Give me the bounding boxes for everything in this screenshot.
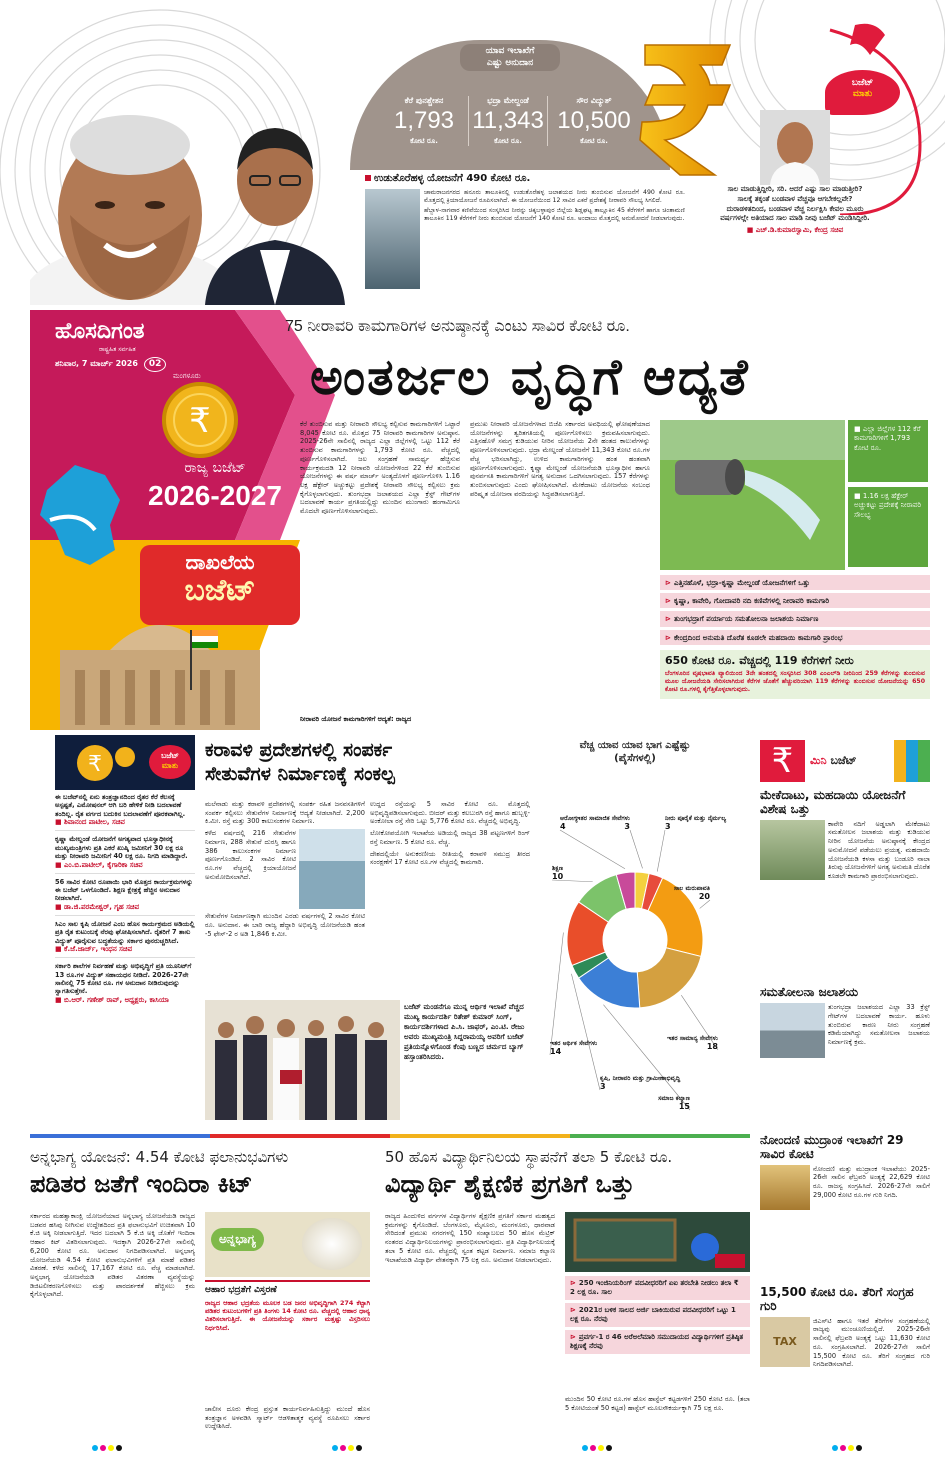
tax-photo: TAX [760, 1317, 810, 1367]
annabhagya-logo: ಅನ್ನಭಾಗ್ಯ [205, 1212, 370, 1277]
udutore-article [365, 173, 685, 289]
annabhagya-inset: ಆಹಾರ ಭದ್ರತೆಗೆ ವಿಸ್ತರಣೆ ರಾಜ್ಯದ ಆಹಾರ ಭದ್ರತೆಯ ಮೂಲಕ ಬಡ ಜನರ ಅಭಿವೃದ್ಧಿಗಾಗಿ 274 ಕೆಟ್ಟಾಗಿ ಪಡಿತರ ಕುಟುಂಬಗಳಿಗೆ ಪ್ರತಿ ತಿಂಗಳು 14 ಕೋಟಿ ರೂ. ವೆಚ್ಚದಲ್ಲಿ ಆಹಾರ ಧಾನ್ಯ ವಿತರಿಸಲಾಗುತ್ತಿದೆ. ಈ ಯೋಜನೆಯನ್ನು ಸರ್ಕಾರ ಮತ್ತಷ್ಟು ವಿಸ್ತರಿಸಲು ನಿರ್ಧರಿಸಿದೆ. [205, 1280, 370, 1332]
lead-col-1: ಕೆರೆ ತುಂಬಿಸುವ ಮತ್ತು ನೀರಾವರಿ ಸೌಲಭ್ಯ ಕಲ್ಪಿಸುವ ಕಾಮಗಾರಿಗಳಿಗೆ ಒಟ್ಟಾರೆ 8,045 ಕೋಟಿ ರೂ. ಮೊತ್ತದ 75 ನೀರಾವರಿ ಕಾಮಗಾರಿಗಳ ಅನುಷ್ಠಾನ. 2025-26ನೇ ಸಾಲಿನಲ್ಲಿ ರಾಜ್ಯದ ಎಲ್ಲಾ ಜಿಲ್ಲೆಗಳಲ್ಲಿ ಒಟ್ಟು 112 ಕೆರೆ ತುಂಬಿಸುವ ಕಾಮಗಾರಿಗಳನ್ನು 1,793 ಕೋಟಿ ರೂ. ವೆಚ್ಚದಲ್ಲಿ ಪೂರ್ಣಗೊಳಿಸಲಾಗಿದೆ. ಜಲ ಸಂಗ್ರಹಣೆ ಸಾಮರ್ಥ್ಯ ಹೆಚ್ಚಿಸುವ ಕಾರ್ಯಕ್ರಮದಡಿ 12 ನೀರಾವರಿ ಯೋಜನೆಗಳಿಂದ 22 ಕೆರೆ ತುಂಬಿಸುವ ಯೋಜನೆಗಳನ್ನು ಈ ವರ್ಷ ಮಾರ್ಚ್ ಅಂತ್ಯದೊಳಗೆ ಪೂರ್ಣಗೊಳಿಸಿ 1.16 ಲಕ್ಷ ಹೆಕ್ಟೇರ್ ಅಚ್ಚುಕಟ್ಟು ಪ್ರದೇಶಕ್ಕೆ ನೀರಾವರಿ ಸೌಲಭ್ಯ ಕಲ್ಪಿಸಲು ಕ್ರಮ ಕೈಗೊಳ್ಳಲಾಗುವುದು. ತುಂಗಭದ್ರಾ ಜಲಾಶಯದ ಎಲ್ಲಾ ಕ್ರೆಸ್ಟ್ ಗೇಟ್‌ಗಳ ಬದಲಾವಣೆ ಕಾರ್ಯ ಪ್ರಗತಿಯಲ್ಲಿದ್ದು ಮುಂದಿನ ಮುಂಗಾರು ಹಂಗಾಮಿಗೂ ಮೊದಲೇ ಪೂರ್ಣಗೊಳಿಸಲಾಗುವುದು. [300, 420, 460, 516]
budget-talk-2-banner: ₹ ಬಜೆಟ್ ಮಾತು [55, 735, 195, 790]
quote-3: 56 ಸಾವಿರ ಕೋಟಿ ರೂಪಾಯಿ ಭಾರಿ ಮೊತ್ತದ ಕಾರ್ಯಕ್ರಮಗಳನ್ನು ಈ ಬಜೆಟ್ ಒಳಗೊಂಡಿದೆ. ಶಿಕ್ಷಣ ಕ್ಷೇತ್ರಕ್ಕೆ ಹೆಚ್ಚಿನ ಅನುದಾನ ನೀಡಲಾಗಿದೆ. ■ ಡಾ.ಜಿ.ಪರಮೇಶ್ವರ್, ಗೃಹ ಸಚಿವ [55, 878, 195, 916]
students-headline: 50 ಹೊಸ ವಿದ್ಯಾರ್ಥಿನಿಲಯ ಸ್ಥಾಪನೆಗೆ ತಲಾ 5 ಕೋಟಿ ರೂ. ವಿದ್ಯಾರ್ಥಿ ಶೈಕ್ಷಣಿಕ ಪ್ರಗತಿಗೆ ಒತ್ತು [385, 1148, 673, 1199]
quote-1: ಈ ಬಜೆಟ್‌ನಲ್ಲಿ ಏನು ತಂತ್ರಜ್ಞಾನದಿಂದ ರೈತರ ಕೆರೆ ಕೆಲಸಕ್ಕೆ ಅಸ್ಪಷ್ಟತೆ, ಎಮೋಷನಲ್ ಆಗಿ ಬರಿ ಹೇಳಿಕೆ ನೀಡಿ ಬದಲಾವಣೆ ತಂದಿಲ್ಲ. ರೈತ ವರ್ಗದ ಬದುಕಿನ ಬದಲಾವಣೆಗೆ ಪೂರಕವಾಗಿಲ್ಲ. ■ ಶಿವಾನಂದ ಪಾಟೀಲ, ಸಚಿವ [55, 793, 195, 831]
budget-ceremony-photo [205, 1000, 400, 1120]
record-budget-label: ದಾಖಲೆಯ ಬಜೆಟ್ [140, 545, 300, 625]
grant-item-1: ಕೆರೆ ಪುನಶ್ಚೇತನ 1,793 ಕೋಟಿ ರೂ. [393, 96, 455, 145]
pie-leader-line [560, 830, 625, 869]
coastal-col-2: ಉದ್ದದ ರಸ್ತೆಯನ್ನು 5 ಸಾವಿರ ಕೋಟಿ ರೂ. ಮೊತ್ತದಲ್ಲಿ ಅಭಿವೃದ್ಧಿಪಡಿಸಲಾಗುವುದು. ಬೀದರ್ ಮತ್ತು ಕಲಬುರಗಿ ರಸ್ತೆ ಹಾಗೂ ಹುಬ್ಬಳ್ಳಿ-ಅಂಕೋಲಾ ರಸ್ತೆ ಸೇರಿ ಒಟ್ಟು 5,776 ಕೋಟಿ ರೂ. ವೆಚ್ಚದಲ್ಲಿ ಅಭಿವೃದ್ಧಿ. ಲೋಕೋಪಯೋಗಿ ಇಲಾಖೆಯ ಅಡಿಯಲ್ಲಿ ರಾಜ್ಯದ 38 ಪಟ್ಟಣಗಳಿಗೆ ರಿಂಗ್ ರಸ್ತೆ ನಿರ್ಮಾಣ. 5 ಕೋಟಿ ರೂ. ವೆಚ್ಚ. ದೇಶದಲ್ಲಿಯೇ ಅನುಕರಣೀಯ ರೀತಿಯಲ್ಲಿ ಕರಾವಳಿ ಸಮುದ್ರ ತೀರದ ಸಂರಕ್ಷಣೆಗೆ 17 ಕೋಟಿ ರೂ.ಗಳ ವೆಚ್ಚದಲ್ಲಿ ಕಾಮಗಾರಿ. [370, 800, 530, 867]
masthead-date: ಶನಿವಾರ, 7 ಮಾರ್ಚ್ 2026 [55, 359, 138, 369]
pie-leader-line [630, 830, 643, 868]
pie-category-label: ಇತರ ಸಾಮಾಜಿಕ ಸೇವೆಗಳು [576, 815, 630, 822]
pie-value-label: 3 [665, 822, 671, 831]
bridge-photo [299, 829, 365, 909]
pie-category-label: ಶಿಕ್ಷಣ [552, 865, 564, 872]
budget-talk-l2: ಮಾತು [852, 88, 873, 99]
lead-col-2: ಪ್ರಮುಖ ನೀರಾವರಿ ಯೋಜನೆಗಳಾದ ಬಿಜೆಪಿ ಸರ್ಕಾರದ ಅವಧಿಯಲ್ಲಿ ಘೋಷಣೆಯಾದ ಯೋಜನೆಗಳನ್ನು ತ್ವರಿತಗತಿಯಲ್ಲಿ ಪೂರ್ಣಗೊಳಿಸಲು ಕ್ರಮವಹಿಸಲಾಗುವುದು. ಎತ್ತಿನಹೊಳೆ ಸಮಗ್ರ ಕುಡಿಯುವ ನೀರಿನ ಯೋಜನೆಯ 2ನೇ ಹಂತದ ಕಾಲುವೆಗಳನ್ನು ಪೂರ್ಣಗೊಳಿಸಲಾಗುವುದು. ಭದ್ರಾ ಮೇಲ್ದಂಡೆ ಯೋಜನೆಗೆ 11,343 ಕೋಟಿ ರೂ.ಗಳ ವೆಚ್ಚ ಭರಿಸಲಾಗಿದ್ದು, ಉಳಿದ ಕಾಮಗಾರಿಗಳನ್ನು ಹಂತ ಹಂತವಾಗಿ ಪೂರ್ಣಗೊಳಿಸಲಾಗುವುದು. ಕೃಷ್ಣಾ ಮೇಲ್ದಂಡೆ ಯೋಜನೆಯಡಿ ಭೂಸ್ವಾಧೀನ ಹಾಗೂ ಪುನರ್ವಸತಿ ಕಾಮಗಾರಿಗಳಿಗೆ ಅಗತ್ಯ ಅನುದಾನ ಒದಗಿಸಲಾಗುವುದು. 157 ಕೆರೆಗಳನ್ನು ತುಂಬಿಸಲಾಗುವುದು ಎಂದು ಘೋಷಿಸಲಾಗಿದೆ. ಮೇಕೆದಾಟು ಯೋಜನೆಯ ಸಂಬಂಧ ಪರಿಷ್ಕೃತ ಯೋಜನಾ ವರದಿಯನ್ನು ಸಿದ್ಧಪಡಿಸಲಾಗುತ್ತಿದೆ. [470, 420, 650, 498]
page-number: 02 [144, 357, 167, 373]
lead-kicker: 75 ನೀರಾವರಿ ಕಾಮಗಾರಿಗಳ ಅನುಷ್ಠಾನಕ್ಕೆ ಎಂಟು ಸಾವಿರ ಕೋಟಿ ರೂ. [285, 318, 630, 335]
tap-water-photo [365, 189, 420, 289]
mekedatu-photo [760, 820, 825, 880]
mini-budget-s1: ಮೇಕೆದಾಟು, ಮಹದಾಯಿ ಯೋಜನೆಗೆ ವಿಶೇಷ ಒತ್ತು ಕಾವೇರಿ ನದಿಗೆ ಅಡ್ಡಲಾಗಿ ಮೇಕೆದಾಟು ಸಮತೋಲನ ಜಲಾಶಯ ಮತ್ತು ಕುಡಿಯುವ ನೀರಿನ ಯೋಜನೆಯ ಅನುಷ್ಠಾನಕ್ಕೆ ಕೇಂದ್ರದ ಅನುಮೋದನೆ ಪಡೆಯಲು ಪ್ರಯತ್ನ. ಮಹದಾಯಿ ಯೋಜನೆಯಡಿ ಕಳಸಾ ಮತ್ತು ಬಂಡೂರಿ ನಾಲಾ ತಿರುವು ಯೋಜನೆಗಳಿಗೆ ಅಗತ್ಯ ಅನುಮತಿ ದೊರೆತ ಕೂಡಲೇ ಕಾಮಗಾರಿ ಪ್ರಾರಂಭಿಸಲಾಗುವುದು. [760, 788, 930, 880]
students-inset-1: ⊳ 250 ಇಂಜಿನಿಯರಿಂಗ್ ಪದವೀಧರರಿಗೆ ಏಐ ತರಬೇತಿ ನೀಡಲು ತಲಾ ₹ 2 ಲಕ್ಷ ರೂ. ಸಾಲ [565, 1276, 750, 1300]
annabhagya-body: ಸರ್ಕಾರದ ಮಹತ್ವಾಕಾಂಕ್ಷಿ ಯೋಜನೆಯಾದ ಅನ್ನಭಾಗ್ಯ ಯೋಜನೆಯಡಿ ರಾಜ್ಯದ ಬಡವರ ಹಸಿವು ನೀಗಿಸುವ ಉದ್ದೇಶದಿಂದ ಪ್ರತಿ ಫಲಾನುಭವಿಗೆ ಉಚಿತವಾಗಿ 10 ಕೆ.ಜಿ ಅಕ್ಕಿ ನೀಡಲಾಗುತ್ತಿದೆ. ಇದರ ಬದಲಾಗಿ 5 ಕೆ.ಜಿ ಅಕ್ಕಿ ಜೊತೆಗೆ ಇಂದಿರಾ ಆಹಾರ ಕಿಟ್ ವಿತರಿಸಲಾಗುವುದು. ಇದಕ್ಕಾಗಿ 2026-27ನೇ ಸಾಲಿನಲ್ಲಿ 6,200 ಕೋಟಿ ರೂ. ಅನುದಾನ ನಿಗದಿಪಡಿಸಲಾಗಿದೆ. ಅನ್ನಭಾಗ್ಯ ಯೋಜನೆಯಡಿ 4.54 ಕೋಟಿ ಫಲಾನುಭವಿಗಳಿಗೆ ಪ್ರತಿ ಮಾಹೆ ಪಡಿತರ ವಿತರಣೆ. ಕಳೆದ ಸಾಲಿನಲ್ಲಿ 17,167 ಕೋಟಿ ರೂ. ವೆಚ್ಚ ಮಾಡಲಾಗಿದೆ. ಅನ್ನಭಾಗ್ಯ ಯೋಜನೆಯಡಿ ಪಡಿತರ ವಿತರಣಾ ವ್ಯವಸ್ಥೆಯನ್ನು ಡಿಜಿಟಲೀಕರಣಗೊಳಿಸಲು ಮತ್ತು ಪಾರದರ್ಶಕತೆ ಹೆಚ್ಚಿಸಲು ಕ್ರಮ ಕೈಗೊಳ್ಳಲಾಗಿದೆ. [30, 1212, 195, 1299]
chart-title: ವೆಚ್ಚ ಯಾವ ಯಾವ ಭಾಗ ಎಷ್ಟೆಷ್ಟು (ಪೈಸೆಗಳಲ್ಲಿ) [579, 740, 691, 764]
pie-chart-svg [540, 780, 730, 1120]
pie-value-label: 3 [600, 1082, 606, 1091]
lead-side-row-4: ⊳ ಕೇಂದ್ರದಿಂದ ಅನುಮತಿ ದೊರೆತ ಕೂಡಲೇ ಮಹದಾಯಿ ಕಾಮಗಾರಿ ಪ್ರಾರಂಭ [660, 630, 930, 645]
pie-category-label: ಆರೋಗ್ಯ [560, 815, 578, 822]
pie-leader-line [700, 900, 710, 908]
annabhagya-headline: ಅನ್ನಭಾಗ್ಯ ಯೋಜನೆ: 4.54 ಕೋಟಿ ಫಲಾನುಭವಿಗಳು ಪಡಿತರ ಜತೆಗೆ ಇಂದಿರಾ ಕಿಟ್ [30, 1148, 289, 1199]
pie-leader-line [550, 932, 563, 1055]
budget-talk-l1: ಬಜೆಟ್ [851, 78, 874, 88]
quote-2: ಕೃಷ್ಣಾ ಮೇಲ್ದಂಡೆ ಯೋಜನೆಗೆ ಅಗತ್ಯವಾದ ಭೂಸ್ವಾಧೀನಕ್ಕೆ ಮುಖ್ಯಮಂತ್ರಿಗಳು ಪ್ರತಿ ಎಕರೆ ಖುಷ್ಕಿ ಜಮೀನಿಗೆ 30 ಲಕ್ಷ ರೂ ಮತ್ತು ನೀರಾವರಿ ಜಮೀನಿಗೆ 40 ಲಕ್ಷ ರೂ. ನಿಗದಿ ಮಾಡಿದ್ದಾರೆ. ■ ಎಂ.ಬಿ.ಪಾಟೀಲ್, ಕೈಗಾರಿಕಾ ಸಚಿವ [55, 835, 195, 873]
dam-photo [760, 1003, 825, 1058]
karnataka-map [35, 460, 125, 570]
masthead-name: ಹೊಸದಿಗಂತ [55, 319, 145, 344]
pie-category-label: ಕೃಷಿ, ನೀರಾವರಿ ಮತ್ತು ಗ್ರಾಮೀಣಾಭಿವೃದ್ಧಿ [600, 1075, 681, 1082]
section-color-bar [30, 1134, 750, 1138]
pie-value-label: 18 [706, 1042, 718, 1051]
udutore-body-2: ಹೆಬ್ಬಾಳ-ನಾಗವಾರ ಕಣಿವೆಯಿಂದ ಸಂಸ್ಕರಿಸಿದ ನೀರನ್ನು ಚಿಕ್ಕಬಳ್ಳಾಪುರ ಜಿಲ್ಲೆಯ ಶಿಡ್ಲಘಟ್ಟ ತಾಲ್ಲೂಕಿನ 45 ಕೆರೆಗಳಿಗೆ ಹಾಗೂ ಚಿಂತಾಮಣಿ ತಾಲೂಕಿನ 119 ಕೆರೆಗಳಿಗೆ ನೀರು ತುಂಬಿಸುವ ಯೋಜನೆಗೆ 140 ಕೋಟಿ ರೂ. ಅಂದಾಜು ಮೊತ್ತದಲ್ಲಿ ಅನುಮೋದನೆ ನೀಡಲಾಗುವುದು. [424, 207, 685, 223]
pipe-water-photo [660, 420, 845, 570]
pie-value-label: 15 [678, 1102, 690, 1111]
mini-budget-s2: ಸಮತೋಲನಾ ಜಲಾಶಯ ತುಂಗಭದ್ರಾ ಜಲಾಶಯದ ಎಲ್ಲಾ 33 ಕ್ರೆಸ್ಟ್ ಗೇಟ್‌ಗಳ ಬದಲಾವಣೆ ಕಾರ್ಯ. ಹೂಳು ತುಂಬಿರುವ ಕಾರಣ ನೀರು ಸಂಗ್ರಹಣೆ ಕಡಿಮೆಯಾಗಿದ್ದು ಸಮತೋಲನಾ ಜಲಾಶಯ ನಿರ್ಮಾಣಕ್ಕೆ ಕ್ರಮ. [760, 985, 930, 1058]
gold-coin-icon [160, 380, 240, 460]
masthead-tagline: ರಾಷ್ಟ್ರಹಿತ ಸರ್ವಹಿತ [99, 346, 136, 354]
students-bottom: ಮುಂದಿನ 50 ಕೋಟಿ ರೂ.ಗಳ ಹೊಸ ಹಾಸ್ಟೆಲ್ ಕಟ್ಟಡಗಳಿಗೆ 250 ಕೋಟಿ ರೂ. (ತಲಾ 5 ಕೋಟಿಯಂತೆ 50 ಕಟ್ಟಡ) ಹಾಸ್ಟೆಲ್ ಮೂಲಸೌಕರ್ಯಕ್ಕಾಗಿ 75 ಲಕ್ಷ ರೂ. [565, 1395, 750, 1412]
pie-value-label: 14 [550, 1047, 562, 1056]
pie-category-label: ಸಮಾಜ ಕಲ್ಯಾಣ [658, 1095, 690, 1102]
lead-side-box-2: ■ 1.16 ಲಕ್ಷ ಹೆಕ್ಟೇರ್ ಅಚ್ಚುಕಟ್ಟು ಪ್ರದೇಶಕ್ಕೆ ನೀರಾವರಿ ಸೌಲಭ್ಯ [848, 487, 928, 567]
pie-category-label: ನೀರು ಪೂರೈಕೆ ಮತ್ತು ನೈರ್ಮಲ್ಯ [665, 815, 727, 822]
coastal-col-1: ಮಲೆನಾಡು ಮತ್ತು ಕರಾವಳಿ ಪ್ರದೇಶಗಳಲ್ಲಿ ಸಂಪರ್ಕ ರಹಿತ ಜನವಸತಿಗಳಿಗೆ ಸಂಪರ್ಕ ಕಲ್ಪಿಸಲು ಸೇತುವೆಗಳ ನಿರ್ಮಾಣಕ್ಕೆ ಆದ್ಯತೆ ನೀಡಲಾಗಿದೆ. 2,200 ಕಿ.ಮೀ. ರಸ್ತೆ ಮತ್ತು 300 ಕಾಲುಸಂಕಗಳ ನಿರ್ಮಾಣ. ಕಳೆದ ವರ್ಷದಲ್ಲಿ 216 ಸೇತುವೆಗಳ ನಿರ್ಮಾಣ, 288 ಸೇತುವೆ ದುರಸ್ತಿ ಹಾಗೂ 386 ಕಾಲುಸಂಕಗಳ ನಿರ್ಮಾಣ ಪೂರ್ಣಗೊಂಡಿದೆ. 2 ಸಾವಿರ ಕೋಟಿ ರೂ.ಗಳ ವೆಚ್ಚದಲ್ಲಿ ಕ್ರಿಯಾಯೋಜನೆ ಅನುಮೋದಿಸಲಾಗಿದೆ. ಸೇತುವೆಗಳ ನಿರ್ಮಾಣಕ್ಕಾಗಿ ಮುಂದಿನ ಎರಡು ವರ್ಷಗಳಲ್ಲಿ 2 ಸಾವಿರ ಕೋಟಿ ರೂ. ಅನುದಾನ. ಈ ಬಾರಿ ರಾಜ್ಯ ಹೆದ್ದಾರಿ ಅಭಿವೃದ್ಧಿ ಯೋಜನೆಯಡಿ ಹಂತ -5 ಫೇಸ್-2 ರ ಅಡಿ 1,846 ಕಿ.ಮೀ. [205, 800, 365, 938]
coastal-headline: ಕರಾವಳಿ ಪ್ರದೇಶಗಳಲ್ಲಿ ಸಂಪರ್ಕ ಸೇತುವೆಗಳ ನಿರ್ಮಾಣಕ್ಕೆ ಸಂಕಲ್ಪ [205, 739, 395, 786]
lead-side-row-3: ⊳ ತುಂಗಭದ್ರಾಗೆ ಪರ್ಯಾಯ ಸಮತೋಲನಾ ಜಲಾಶಯ ನಿರ್ಮಾಣ [660, 611, 930, 626]
box-650: 650 ಕೋಟಿ ರೂ. ವೆಚ್ಚದಲ್ಲಿ 119 ಕೆರೆಗಳಿಗೆ ನೀರು ಬೆಂಗಳೂರಿನ ವೃಷಭಾವತಿ ವ್ಯಾಲಿಯಿಂದ 3ನೇ ಹಂತದಲ್ಲಿ ಸಂಸ್ಕರಿಸಿದ 308 ಎಂಎಲ್‌ಡಿ ನೀರಿನಿಂದ 259 ಕೆರೆಗಳನ್ನು ತುಂಬಿಸುವ ಮೂಲ ಯೋಜನೆಯಡಿ ಸೇರಿಸಲಾಗಿರುವ ಕೆರೆಗಳ ಜೊತೆಗೆ ಹೆಚ್ಚುವರಿಯಾಗಿ 119 ಕೆರೆಗಳನ್ನು ತುಂಬಿಸುವ ಯೋಜನೆಯನ್ನು 650 ಕೋಟಿ ರೂ.ಗಳಲ್ಲಿ ಕೈಗೆತ್ತಿಕೊಳ್ಳಲಾಗುವುದು. [660, 650, 930, 699]
students-inset-3: ⊳ ಪ್ರವರ್ಗ-1 ರ 46 ಅರೆಅಲೆಮಾರಿ ಸಮುದಾಯದ ವಿದ್ಯಾರ್ಥಿಗಳಿಗೆ ಪ್ರತಿಷ್ಠಿತ ಶಿಕ್ಷಣಕ್ಕೆ ನೆರವು [565, 1330, 750, 1354]
deputy-cm-photo [200, 100, 350, 305]
svg-text:₹: ₹ [88, 752, 102, 777]
lead-headline: ಅಂತರ್ಜಲ ವೃದ್ಧಿಗೆ ಆದ್ಯತೆ [310, 348, 750, 406]
masthead-city: ಮಂಗಳೂರು [173, 372, 201, 381]
budget-talk-circle [700, 15, 930, 300]
hdk-quote: ಸಾಲ ಮಾಡುತ್ತಿದ್ದೀರಿ, ಸರಿ. ಆದರೆ ಎಷ್ಟು ಸಾಲ ಮಾಡುತ್ತೀರಿ? ಸಾಲಕ್ಕೆ ತಕ್ಕಂತೆ ಬಂಡವಾಳ ವೆಚ್ಚವೂ ಆಗಬೇಕಲ್ಲವೇ? ದುರಾಡಳಿತದಿಂದ, ಬಂಡವಾಳ ವೆಚ್ಚ ನಿರ್ಲಕ್ಷಿಸಿ ಕೇವಲ ಮೂರು ವರ್ಷಗಳಲ್ಲೇ ಅತಿಯಾದ ಸಾಲ ಮಾಡಿ ನೀವು ಬಜೆಟ್ ಮಂಡಿಸಿದ್ದೀರಿ. ■ ಎಚ್.ಡಿ.ಕುಮಾರಸ್ವಾಮಿ, ಕೇಂದ್ರ ಸಚಿವ [720, 185, 870, 235]
print-marks [0, 1440, 945, 1460]
pie-value-label: 20 [698, 892, 710, 901]
lead-side-row-2: ⊳ ಕೃಷ್ಣಾ, ಕಾವೇರಿ, ಗೋದಾವರಿ ನದಿ ಕಣಿವೆಗಳಲ್ಲಿ ನೀರಾವರಿ ಕಾಮಗಾರಿ [660, 593, 930, 608]
vidhana-soudha-photo [40, 610, 285, 730]
ceremony-caption: ಬಜೆಟ್ ಮಂಡನೆಗೂ ಮುನ್ನ ಆರ್ಥಿಕ ಇಲಾಖೆ ವೆಚ್ಚದ ಮುಖ್ಯ ಕಾರ್ಯದರ್ಶಿ ರಿತೇಶ್ ಕುಮಾರ್ ಸಿಂಗ್, ಕಾರ್ಯದರ್ಶಿಗಳಾದ ಪಿ.ಸಿ. ಜಾಫರ್, ಎಂ.ಟಿ. ರೇಜು ಅವರು ಮುಖ್ಯಮಂತ್ರಿ ಸಿದ್ದರಾಮಯ್ಯ ಅವರಿಗೆ ಬಜೆಟ್ ಪ್ರತಿಯನ್ನೊಳಗೊಂಡ ಕೆಂಪು ಬಣ್ಣದ ಚರ್ಮದ ಬ್ಯಾಗ್ ಹಸ್ತಾಂತರಿಸಿದರು. [404, 1002, 525, 1061]
classroom-photo [565, 1212, 750, 1272]
mini-budget-banner: ₹ ಮಿನಿ ಬಜೆಟ್ [760, 740, 930, 782]
pie-category-label: ಇತರ ಆರ್ಥಿಕ ಸೇವೆಗಳು [550, 1040, 598, 1047]
hdk-byline: ■ ಎಚ್.ಡಿ.ಕುಮಾರಸ್ವಾಮಿ, ಕೇಂದ್ರ ಸಚಿವ [746, 226, 844, 235]
pie-value-label: 10 [552, 872, 564, 881]
pie-value-label: 3 [624, 822, 630, 831]
grant-title-2: ಎಷ್ಟು ಅನುದಾನ [486, 57, 534, 68]
annabhagya-bottom: ಚಾಲೀಸ ದೂರು ಕೇಂದ್ರ ಪ್ರಸ್ತುತ ಕಾರ್ಯನಿರ್ವಹಿಸುತ್ತಿದ್ದು ಮುಂದೆ ಹೊಸ ತಂತ್ರಜ್ಞಾನ ಅಳವಡಿಸಿ ಸ್ಮಾರ್ಟ್ ಆಡಳಿತಾತ್ಮಕ ವ್ಯವಸ್ಥೆ ರೂಪಿಸಲು ಸರ್ಕಾರ ಉದ್ದೇಶಿಸಿದೆ. [205, 1405, 370, 1431]
svg-text:₹: ₹ [189, 401, 211, 441]
udutore-title: ಉಡುತೊರೆಹಳ್ಳ ಯೋಜನೆಗೆ 490 ಕೋಟಿ ರೂ. [374, 173, 531, 184]
grant-item-3: ಸೌರ ವಿದ್ಯುತ್ 10,500 ಕೋಟಿ ರೂ. [557, 96, 631, 145]
budget-talk-2-quotes [55, 793, 195, 1005]
pie-value-label: 4 [560, 822, 566, 831]
budget-title [130, 460, 300, 514]
coins-photo [760, 1165, 810, 1210]
students-inset-2: ⊳ 2021ರ ಬಳಿಕ ಸಾಲದ ಅರ್ಜಿ ಬಾಕಿಯಿರುವ ಪದವೀಧರರಿಗೆ ಒಟ್ಟು 1 ಲಕ್ಷ ರೂ. ನೆರವು [565, 1303, 750, 1327]
hdk-photo [760, 110, 830, 185]
quote-4: ಸಿಎಂ ಸಾಲ ಕೃಷಿ ಯೋಜನೆ ಎಂಬ ಹೊಸ ಕಾರ್ಯಕ್ರಮದ ಅಡಿಯಲ್ಲಿ ಪ್ರತಿ ರೈತ ಕುಟುಂಬಕ್ಕೆ ನೆರವು ಘೋಷಿಸಲಾಗಿದೆ. ರೈತರಿಗೆ 7 ತಾಸು ವಿದ್ಯುತ್ ಪೂರೈಸುವ ಬದ್ಧತೆಯನ್ನು ಸರ್ಕಾರ ಪುನರುಚ್ಚರಿಸಿದೆ. ■ ಕೆ.ಜೆ.ಜಾರ್ಜ್, ಇಂಧನ ಸಚಿವ [55, 920, 195, 958]
lead-col-1-end: ನೀರಾವರಿ ಯೋಜನೆ ಕಾಮಗಾರಿಗಳಿಗೆ ಆದ್ಯತೆ: ರಾಜ್ಯದ [300, 715, 412, 723]
grant-title-1: ಯಾವ ಇಲಾಖೆಗೆ [485, 46, 535, 56]
budget-title-l1: ರಾಜ್ಯ ಬಜೆಟ್ [184, 460, 246, 476]
pie-slice [637, 948, 701, 1008]
mini-budget-s3: ನೋಂದಣಿ ಮುದ್ರಾಂಕ ಇಲಾಖೆಗೆ 29 ಸಾವಿರ ಕೋಟಿ ನೋಂದಣಿ ಮತ್ತು ಮುದ್ರಾಂಕ ಇಲಾಖೆಯು 2025-26ನೇ ಸಾಲಿನ ಫೆಬ್ರವರಿ ಅಂತ್ಯಕ್ಕೆ 22,629 ಕೋಟಿ ರೂ. ರಾಜಸ್ವ ಸಂಗ್ರಹಿಸಿದೆ. 2026-27ನೇ ಸಾಲಿಗೆ 29,000 ಕೋಟಿ ರೂ.ಗಳ ಗುರಿ ನಿಗದಿ. [760, 1133, 930, 1210]
udutore-body-1: ಚಾಮರಾಜನಗರದ ಹನೂರು ತಾಲೂಕಿನಲ್ಲಿ ಉಡುತೊರೆಹಳ್ಳ ಜಲಾಶಯದ ನೀರು ತುಂಬಿಸುವ ಯೋಜನೆಗೆ 490 ಕೋಟಿ ರೂ. ಮೊತ್ತದಲ್ಲಿ ಕ್ರಿಯಾಯೋಜನೆ ರೂಪಿಸಲಾಗಿದೆ. ಈ ಯೋಜನೆಯಿಂದ 12 ಸಾವಿರ ಎಕರೆ ಪ್ರದೇಶಕ್ಕೆ ನೀರಾವರಿ ಸೌಲಭ್ಯ ಸಿಗಲಿದೆ. [424, 188, 685, 204]
lead-side-row-1: ⊳ ಎತ್ತಿನಹೊಳೆ, ಭದ್ರಾ-ಕೃಷ್ಣಾ ಮೇಲ್ದಂಡೆ ಯೋಜನೆಗಳಿಗೆ ಒತ್ತು [660, 575, 930, 590]
masthead [55, 318, 201, 381]
grant-box [350, 40, 670, 170]
students-body: ರಾಜ್ಯದ ಹಿಂದುಳಿದ ವರ್ಗಗಳ ವಿದ್ಯಾರ್ಥಿಗಳ ಶೈಕ್ಷಣಿಕ ಪ್ರಗತಿಗೆ ಸರ್ಕಾರ ಮಹತ್ವದ ಕ್ರಮಗಳನ್ನು ಕೈಗೊಂಡಿದೆ. ಬೆಂಗಳೂರು, ಮೈಸೂರು, ಮಂಗಳೂರು, ಧಾರವಾಡ ಸೇರಿದಂತೆ ಪ್ರಮುಖ ನಗರಗಳಲ್ಲಿ 150 ಸಂಖ್ಯಾಬಲದ 50 ಹೊಸ ಮೆಟ್ರಿಕ್ ನಂತರದ ವಿದ್ಯಾರ್ಥಿನಿಲಯಗಳನ್ನು ಪ್ರಾರಂಭಿಸಲಾಗುವುದು. ಪ್ರತಿ ವಿದ್ಯಾರ್ಥಿನಿಲಯಕ್ಕೆ ತಲಾ 5 ಕೋಟಿ ರೂ. ವೆಚ್ಚದಲ್ಲಿ ಸ್ವಂತ ಕಟ್ಟಡ ನಿರ್ಮಾಣ. ಸಮಾಜ ಕಲ್ಯಾಣ ಇಲಾಖೆಯಡಿ ವಿದ್ಯಾರ್ಥಿ ವೇತನಕ್ಕಾಗಿ 75 ಲಕ್ಷ ರೂ. ಅನುದಾನ ನೀಡಲಾಗುವುದು. [385, 1212, 555, 1264]
mini-budget-rupee-icon: ₹ [760, 740, 805, 782]
students-inset [565, 1276, 750, 1357]
expense-chart [540, 740, 730, 1130]
pie-category-label: ಸಾಲ ಮರುಪಾವತಿ [673, 885, 710, 892]
pie-category-label: ಇತರ ಸಾಮಾನ್ಯ ಸೇವೆಗಳು [667, 1035, 718, 1042]
quote-5: ಸರ್ಕಾರಿ ಶಾಲೆಗಳ ನಿರ್ವಹಣೆ ಮತ್ತು ಅಭಿವೃದ್ಧಿಗೆ ಪ್ರತಿ ಯೂನಿಟ್‌ಗೆ 13 ರೂ.ಗಳ ವಿದ್ಯುತ್ ಸಹಾಯಧನ ನೀಡಿದೆ. 2026-27ನೇ ಸಾಲಿನಲ್ಲಿ 75 ಕೋಟಿ ರೂ. ಗಳ ಅನುದಾನ ನೀಡಿರುವುದನ್ನು ಸ್ವಾಗತಿಸುತ್ತೇನೆ. ■ ಬಿ.ಆರ್. ಗಣೇಶ್ ರಾವ್, ಅಧ್ಯಕ್ಷರು, ಕಾಸಿಯಾ [55, 962, 192, 1004]
mini-budget-s4: 15,500 ಕೋಟಿ ರೂ. ತೆರಿಗೆ ಸಂಗ್ರಹ ಗುರಿ TAX ಜಿಎಸ್‌ಟಿ ಹಾಗೂ ಇತರೆ ತೆರಿಗೆಗಳ ಸಂಗ್ರಹಣೆಯಲ್ಲಿ ರಾಜ್ಯವು ಮುಂಚೂಣಿಯಲ್ಲಿದೆ. 2025-26ನೇ ಸಾಲಿನಲ್ಲಿ ಫೆಬ್ರವರಿ ಅಂತ್ಯಕ್ಕೆ ಒಟ್ಟು 11,630 ಕೋಟಿ ರೂ. ಸಂಗ್ರಹಿಸಲಾಗಿದೆ. 2026-27ನೇ ಸಾಲಿಗೆ 15,500 ಕೋಟಿ ರೂ. ತೆರಿಗೆ ಸಂಗ್ರಹದ ಗುರಿ ನಿಗದಿಪಡಿಸಲಾಗಿದೆ. [760, 1285, 930, 1369]
pie-leader-line [657, 830, 665, 872]
grant-item-2: ಭದ್ರಾ ಮೇಲ್ದಂಡೆ 11,343 ಕೋಟಿ ರೂ. [468, 96, 548, 146]
budget-title-year: 2026-2027 [148, 479, 282, 511]
lead-side-rows [660, 575, 930, 648]
lead-side-box-1: ■ ಎಲ್ಲಾ ಜಿಲ್ಲೆಗಳ 112 ಕೆರೆ ಕಾಮಗಾರಿಗಳಿಗೆ 1,793 ಕೋಟಿ ರೂ. [848, 420, 928, 485]
